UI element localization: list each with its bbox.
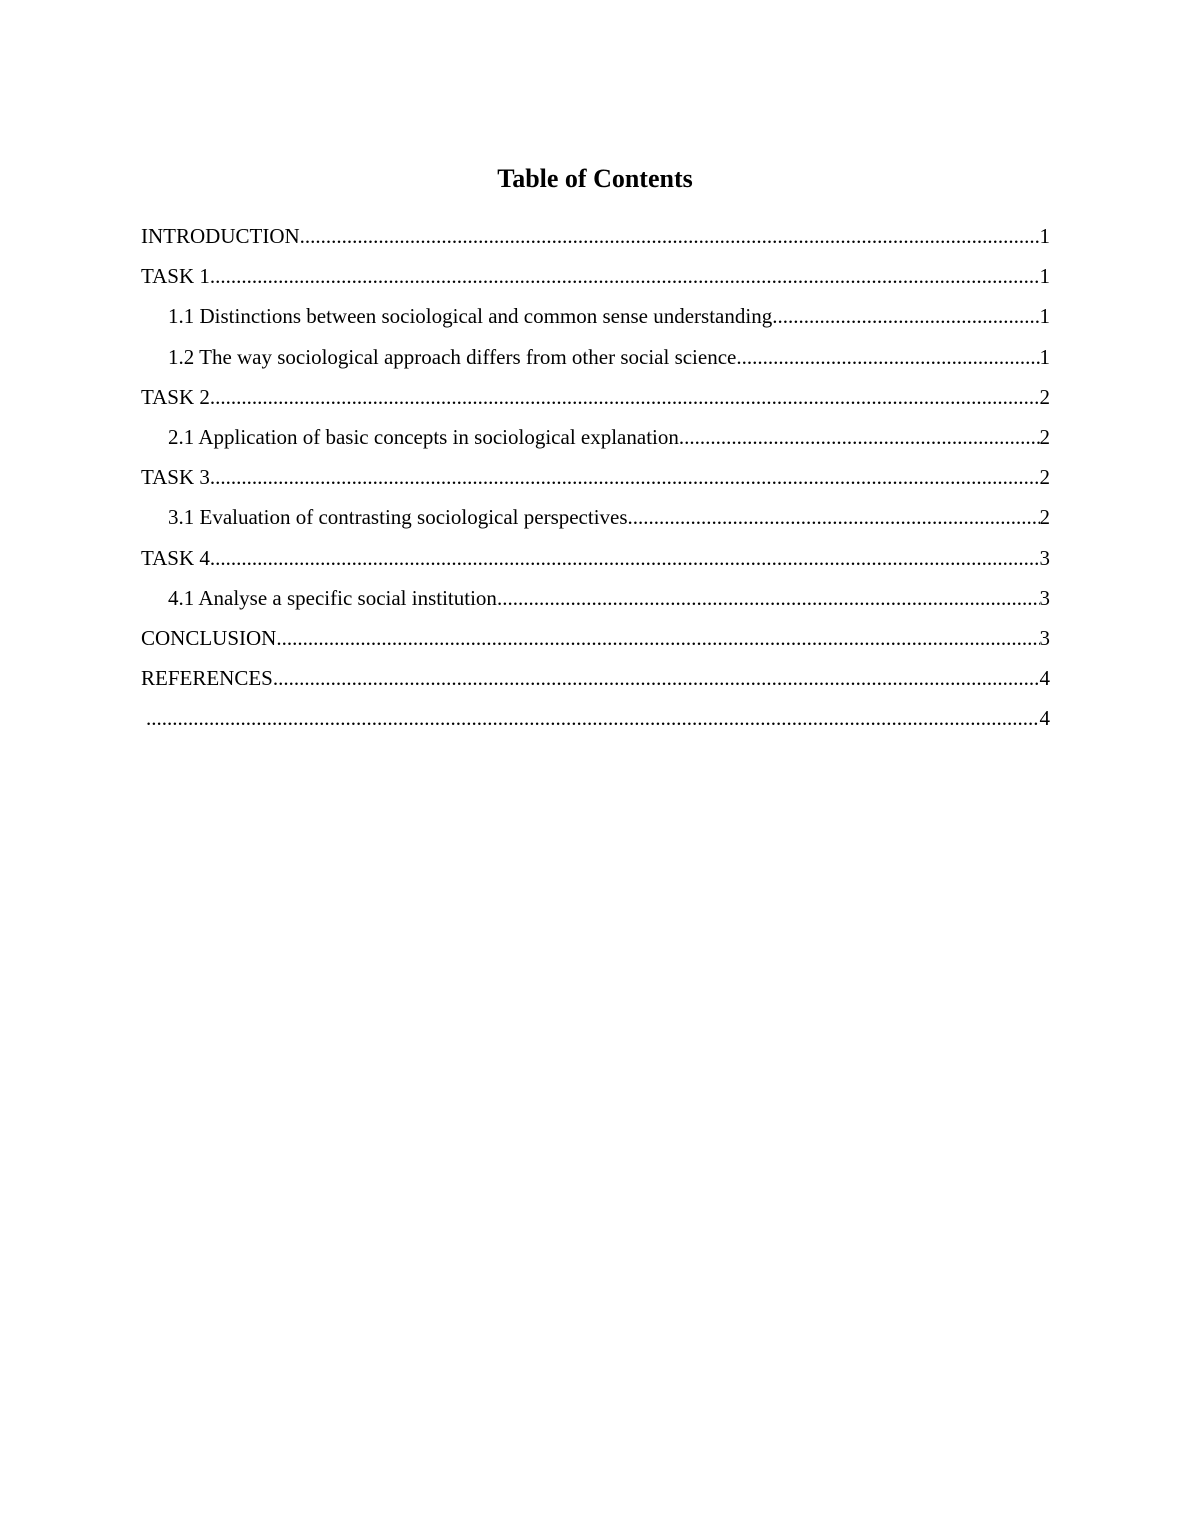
toc-entry-1-2[interactable] — [141, 341, 1050, 381]
toc-entry-page-number: 1 — [1039, 304, 1050, 329]
toc-entry-page-number: 1 — [1039, 264, 1050, 289]
toc-leader-dots — [276, 622, 1039, 654]
toc-entry-1-1[interactable] — [141, 300, 1050, 340]
toc-entry-label: TASK 2 — [141, 384, 210, 409]
toc-entry-label: 4.1 Analyse a specific social institution — [168, 585, 497, 610]
toc-entry-label: TASK 3 — [141, 465, 210, 490]
toc-entry-introduction[interactable] — [141, 220, 1050, 260]
toc-title: Table of Contents — [497, 164, 693, 193]
toc-entry-page-number: 1 — [1039, 224, 1050, 248]
toc-entry-page-number: 4 — [1039, 666, 1050, 691]
toc-entry-label: INTRODUCTION — [141, 224, 300, 248]
toc-entry-references[interactable] — [141, 662, 1050, 702]
toc-entry-untitled[interactable] — [141, 702, 1050, 742]
toc-leader-dots — [628, 501, 1040, 533]
toc-leader-dots — [210, 461, 1040, 493]
toc-entry-task-3[interactable] — [141, 461, 1050, 501]
toc-list — [141, 220, 1050, 742]
toc-entry-page-number: 2 — [1039, 424, 1050, 449]
toc-entry-label: CONCLUSION — [141, 625, 277, 650]
toc-entry-page-number: 3 — [1039, 545, 1050, 570]
toc-leader-dots — [146, 702, 1040, 734]
toc-leader-dots — [273, 662, 1040, 694]
toc-entry-label: 1.1 Distinctions between sociological and common sense understanding — [168, 304, 773, 329]
toc-entry-page-number: 3 — [1039, 585, 1050, 610]
toc-entry-page-number: 3 — [1039, 625, 1050, 650]
toc-entry-task-4[interactable] — [141, 542, 1050, 582]
toc-entry-page-number: 1 — [1039, 344, 1050, 369]
toc-entry-conclusion[interactable] — [141, 622, 1050, 662]
toc-leader-dots — [679, 421, 1040, 453]
toc-entry-page-number: 2 — [1039, 505, 1050, 530]
toc-leader-dots — [300, 220, 1040, 252]
toc-entry-label: TASK 4 — [141, 545, 210, 570]
toc-entry-page-number: 2 — [1039, 384, 1050, 409]
toc-entry-label: 2.1 Application of basic concepts in sociological explanation — [168, 424, 679, 449]
toc-leader-dots — [497, 582, 1040, 614]
toc-leader-dots — [210, 542, 1040, 574]
toc-entry-label: REFERENCES — [141, 666, 273, 691]
toc-entry-label: 3.1 Evaluation of contrasting sociological perspectives — [168, 505, 628, 530]
toc-leader-dots — [772, 300, 1039, 332]
toc-entry-3-1[interactable] — [141, 501, 1050, 541]
toc-entry-2-1[interactable] — [141, 421, 1050, 461]
toc-entry-label: TASK 1 — [141, 264, 210, 289]
toc-entry-task-2[interactable] — [141, 381, 1050, 421]
toc-entry-4-1[interactable] — [141, 582, 1050, 622]
toc-entry-label: 1.2 The way sociological approach differs from other social science — [168, 344, 737, 369]
toc-entry-page-number: 2 — [1039, 465, 1050, 490]
toc-leader-dots — [736, 341, 1039, 373]
toc-leader-dots — [210, 381, 1040, 413]
toc-leader-dots — [210, 260, 1040, 292]
toc-entry-page-number: 4 — [1039, 706, 1050, 731]
toc-entry-task-1[interactable] — [141, 260, 1050, 300]
